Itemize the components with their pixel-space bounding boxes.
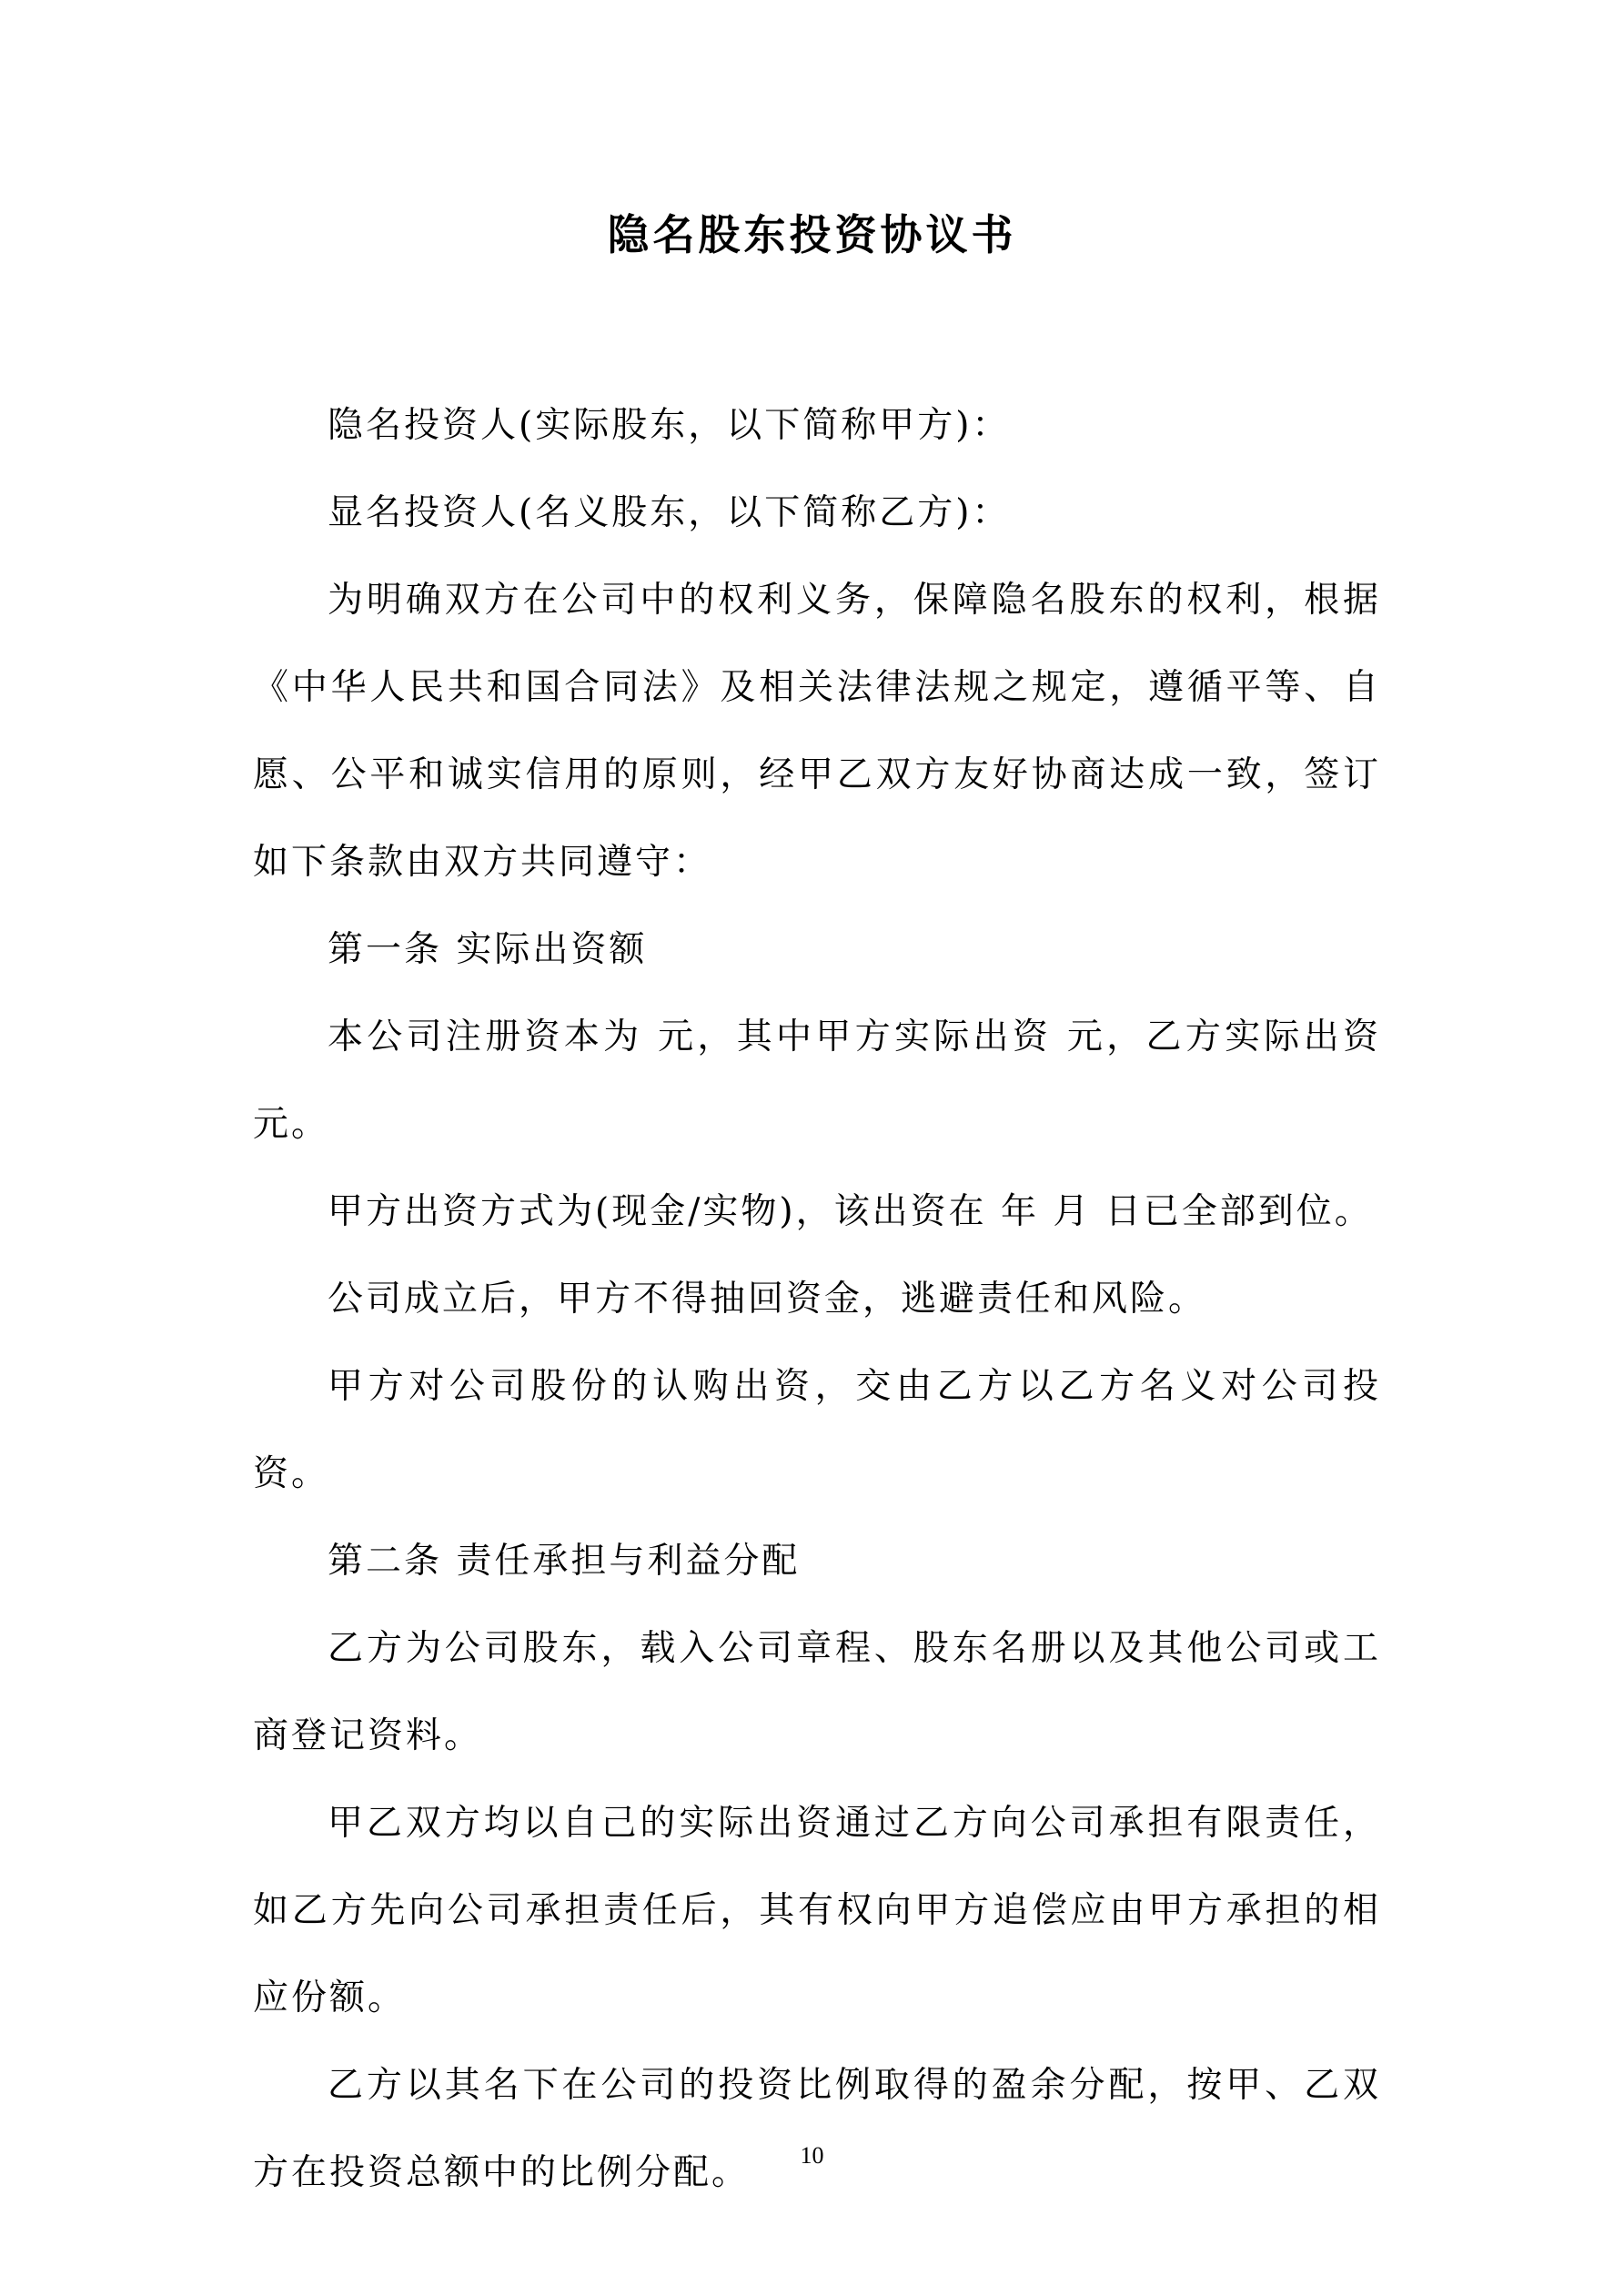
- paragraph-party-b: 显名投资人(名义股东，以下简称乙方)：: [328, 492, 1011, 533]
- paragraph-subscription: 甲方对公司股份的认购出资，交由乙方以乙方名义对公司投资。: [253, 1366, 1381, 1494]
- article-1-heading: 第一条 实际出资额: [328, 929, 648, 970]
- paragraph-profit-distribution: 乙方以其名下在公司的投资比例取得的盈余分配，按甲、乙双方在投资总额中的比例分配。: [253, 2065, 1381, 2193]
- document-body: [253, 382, 1381, 2217]
- article-2-heading: 第二条 责任承担与利益分配: [328, 1541, 801, 1582]
- paragraph-registered-capital: 本公司注册资本为 元，其中甲方实际出资 元，乙方实际出资元。: [253, 1017, 1381, 1145]
- paragraph-shareholder-registration: 乙方为公司股东，载入公司章程、股东名册以及其他公司或工商登记资料。: [253, 1628, 1381, 1756]
- document-title: 隐名股东投资协议书: [607, 210, 1017, 259]
- paragraph-party-a: 隐名投资人(实际股东，以下简称甲方)：: [328, 405, 1011, 446]
- page-number: 10: [800, 2142, 824, 2169]
- paragraph-preamble: 为明确双方在公司中的权利义务，保障隐名股东的权利，根据《中华人民共和国合同法》及相关法律法规之规定，遵循平等、自愿、公平和诚实信用的原则，经甲乙双方友好协商达成一致，签订如下条款由双方共同遵守：: [253, 580, 1381, 883]
- paragraph-contribution-method: 甲方出资方式为(现金/实物)，该出资在 年 月 日已全部到位。: [328, 1191, 1373, 1232]
- paragraph-limited-liability: 甲乙双方均以自己的实际出资通过乙方向公司承担有限责任，如乙方先向公司承担责任后，其有权向甲方追偿应由甲方承担的相应份额。: [253, 1803, 1381, 2018]
- paragraph-no-withdrawal: 公司成立后，甲方不得抽回资金，逃避责任和风险。: [328, 1279, 1207, 1320]
